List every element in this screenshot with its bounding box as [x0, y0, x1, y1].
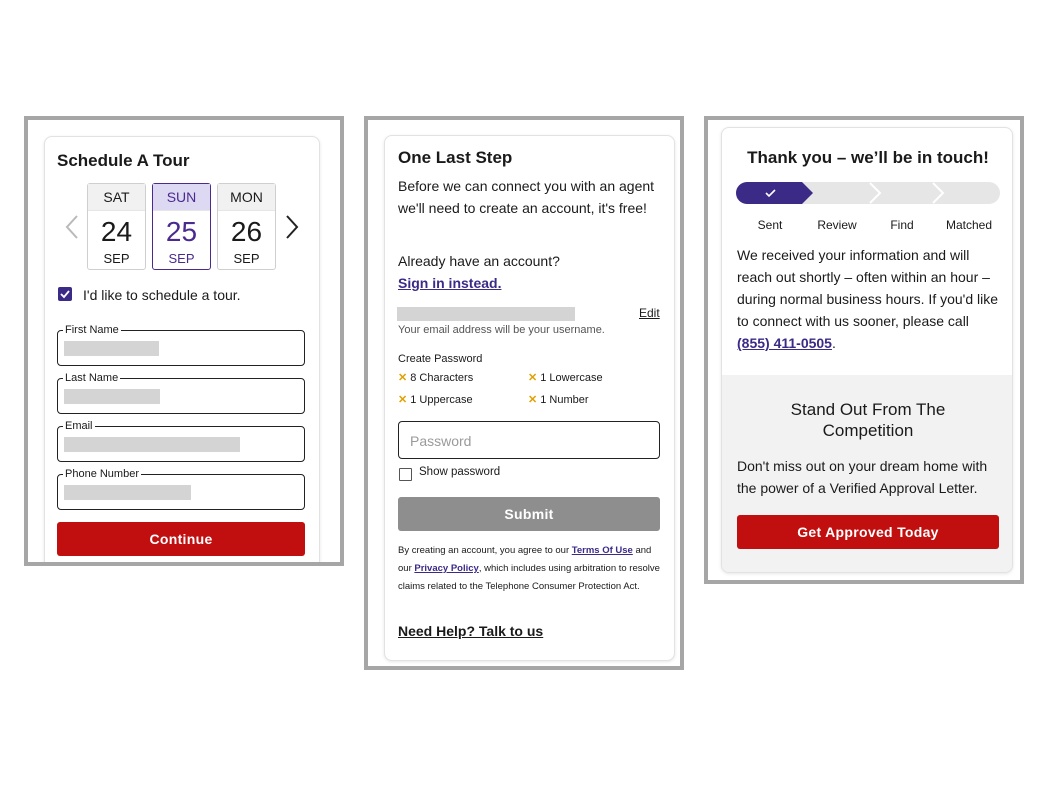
date-option-sat[interactable]	[87, 183, 146, 270]
terms-of-use-link[interactable]: Terms Of Use	[571, 545, 633, 556]
prev-date-arrow-icon[interactable]	[65, 214, 79, 245]
step-label-review: Review	[817, 218, 857, 232]
x-icon: ✕	[528, 394, 538, 406]
thank-you-title: Thank you – we’ll be in touch!	[747, 148, 989, 167]
need-help-link[interactable]: Need Help? Talk to us	[398, 623, 544, 639]
schedule-tour-card	[44, 136, 320, 566]
schedule-tour-panel	[24, 116, 344, 566]
progress-tracker	[736, 182, 1000, 204]
redacted-value	[64, 437, 240, 452]
day-month: SEP	[168, 251, 195, 266]
redacted-value	[64, 341, 159, 356]
password-placeholder: Password	[410, 433, 472, 449]
have-account-text: Already have an account?	[398, 253, 560, 269]
req-1-number	[528, 393, 589, 406]
redacted-value	[64, 485, 191, 500]
req-1-lowercase	[528, 371, 603, 384]
step-sent-segment	[736, 182, 813, 204]
day-number: 26	[230, 216, 263, 247]
first-name-label: First Name	[65, 324, 119, 336]
step-label-matched: Matched	[945, 218, 993, 232]
req-text: 1 Uppercase	[410, 394, 473, 406]
day-month: SEP	[103, 251, 130, 266]
schedule-tour-checkbox[interactable]	[58, 287, 72, 301]
legal-part: By creating an account, you agree to our	[398, 545, 572, 556]
date-option-mon[interactable]	[217, 183, 276, 270]
day-of-week: MON	[218, 184, 275, 211]
show-password-checkbox[interactable]	[399, 468, 412, 481]
schedule-tour-title: Schedule A Tour	[57, 151, 190, 170]
privacy-policy-link[interactable]: Privacy Policy	[414, 563, 479, 574]
phone-number-label: Phone Number	[65, 468, 139, 480]
password-input[interactable]	[398, 421, 660, 459]
date-option-sun-selected[interactable]	[152, 183, 211, 270]
legal-part: and our	[398, 545, 652, 574]
message-text: .	[831, 335, 836, 351]
promo-title: Stand Out From The Competition	[790, 400, 946, 440]
message-text: We received your information and will reach out shortly – often within an hour – during normal business hours. If you'd like to connect with us sooner, please call	[737, 247, 999, 329]
step-label-sent: Sent	[757, 218, 783, 232]
create-account-card	[384, 135, 675, 661]
email-field[interactable]	[57, 420, 305, 462]
day-of-week: SAT	[88, 184, 145, 211]
x-icon: ✕	[528, 372, 538, 384]
day-of-week: SUN	[153, 184, 210, 211]
create-password-label: Create Password	[398, 353, 483, 365]
day-number: 25	[165, 216, 198, 247]
continue-button[interactable]: Continue	[57, 522, 305, 556]
legal-text	[398, 542, 663, 596]
next-date-arrow-icon[interactable]	[285, 214, 299, 245]
checkmark-icon	[58, 287, 72, 301]
thank-you-panel	[704, 116, 1024, 584]
promo-text: Don't miss out on your dream home with the power of a Verified Approval Letter.	[737, 458, 988, 496]
req-1-uppercase	[398, 393, 473, 406]
req-text: 1 Number	[540, 394, 589, 406]
first-name-field[interactable]	[57, 324, 305, 366]
day-number: 24	[100, 216, 133, 247]
schedule-tour-checkbox-label: I'd like to schedule a tour.	[83, 287, 241, 303]
legal-part: , which includes using arbitration to resolve claims related to the Telephone Consumer Protection Act.	[398, 563, 660, 592]
day-month: SEP	[233, 251, 260, 266]
sign-in-link[interactable]: Sign in instead.	[398, 275, 502, 291]
phone-number-field[interactable]	[57, 468, 305, 510]
show-password-label: Show password	[419, 466, 501, 478]
edit-email-link[interactable]: Edit	[639, 306, 660, 320]
redacted-value	[64, 389, 160, 404]
thank-you-card	[721, 127, 1013, 573]
req-8-characters	[398, 371, 473, 384]
last-name-label: Last Name	[65, 372, 119, 384]
x-icon: ✕	[398, 372, 408, 384]
x-icon: ✕	[398, 394, 408, 406]
last-name-field[interactable]	[57, 372, 305, 414]
step-label-find: Find	[890, 218, 914, 232]
submit-button[interactable]: Submit	[398, 497, 660, 531]
req-text: 8 Characters	[410, 372, 474, 384]
email-label: Email	[65, 420, 93, 432]
req-text: 1 Lowercase	[540, 372, 603, 384]
account-intro-text: Before we can connect you with an agent we'll need to create an account, it's free!	[398, 178, 655, 216]
promo-section	[722, 375, 1013, 573]
one-last-step-title: One Last Step	[398, 148, 513, 167]
get-approved-button[interactable]: Get Approved Today	[737, 515, 999, 549]
redacted-email	[397, 307, 575, 321]
username-note: Your email address will be your username.	[398, 324, 605, 336]
phone-number-link[interactable]: (855) 411-0505	[737, 335, 832, 351]
create-account-panel	[364, 116, 684, 670]
confirmation-message	[737, 244, 1002, 354]
